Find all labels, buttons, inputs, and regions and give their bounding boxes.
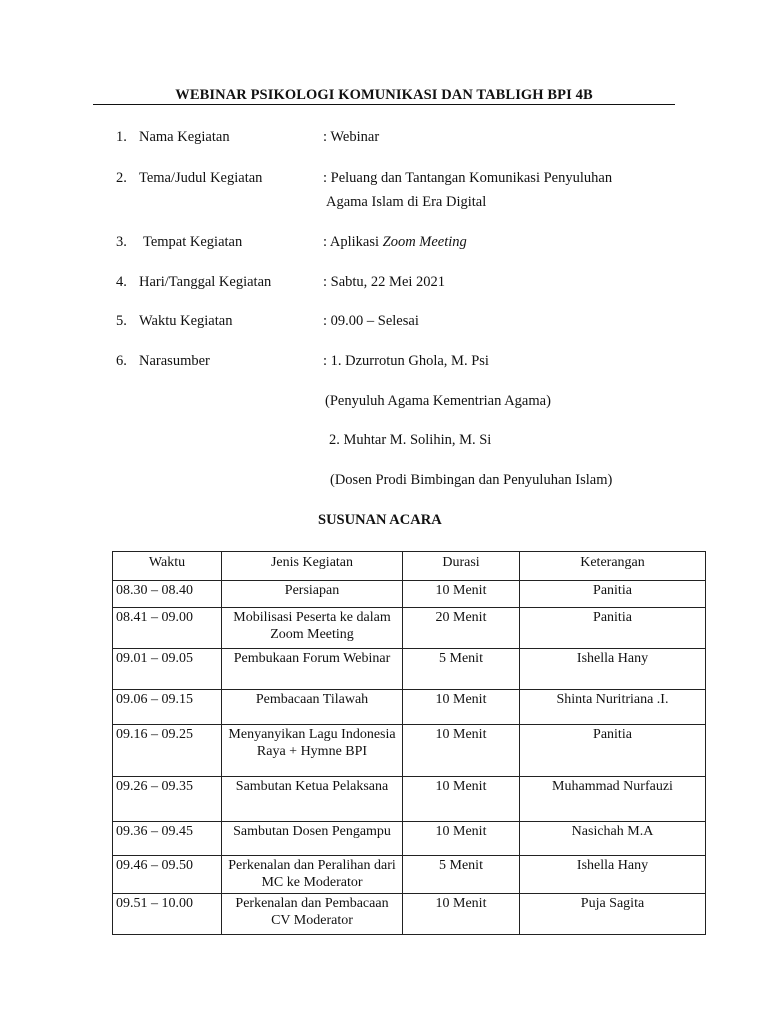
cell-jenis-kegiatan: Sambutan Ketua Pelaksana [222, 777, 403, 822]
table-row [113, 608, 706, 649]
info-label: Waktu Kegiatan [139, 313, 233, 329]
cell-durasi: 10 Menit [403, 725, 520, 777]
cell-keterangan: Panitia [520, 725, 706, 777]
cell-durasi: 20 Menit [403, 608, 520, 649]
column-header-keterangan: Keterangan [520, 552, 706, 581]
cell-keterangan: Muhammad Nurfauzi [520, 777, 706, 822]
info-value: : Peluang dan Tantangan Komunikasi Penyuluhan [323, 170, 613, 186]
info-value: : Webinar [323, 129, 380, 145]
cell-jenis-kegiatan: Menyanyikan Lagu Indonesia Raya + Hymne BPI [222, 725, 403, 777]
column-header-durasi: Durasi [403, 552, 520, 581]
info-value: : 1. Dzurrotun Ghola, M. Psi [323, 353, 489, 369]
table-row [113, 856, 706, 894]
table-row [113, 581, 706, 608]
column-header-waktu: Waktu [113, 552, 222, 581]
cell-keterangan: Panitia [520, 581, 706, 608]
cell-waktu: 09.06 – 09.15 [113, 690, 222, 725]
cell-durasi: 10 Menit [403, 777, 520, 822]
info-label: Narasumber [139, 353, 210, 369]
cell-durasi: 5 Menit [403, 856, 520, 894]
cell-jenis-kegiatan: Perkenalan dan Pembacaan CV Moderator [222, 894, 403, 935]
speaker-2-affiliation: (Dosen Prodi Bimbingan dan Penyuluhan Islam) [330, 472, 613, 488]
cell-waktu: 09.46 – 09.50 [113, 856, 222, 894]
table-row [113, 894, 706, 935]
info-number: 5. [116, 313, 127, 329]
cell-jenis-kegiatan: Sambutan Dosen Pengampu [222, 822, 403, 856]
speaker-2-name: 2. Muhtar M. Solihin, M. Si [329, 432, 492, 448]
table-row [113, 777, 706, 822]
document-title: WEBINAR PSIKOLOGI KOMUNIKASI DAN TABLIGH BPI 4B [175, 87, 593, 103]
info-value: : Sabtu, 22 Mei 2021 [323, 274, 446, 290]
info-label: Tempat Kegiatan [143, 234, 243, 250]
table-row [113, 822, 706, 856]
info-value-continuation: Agama Islam di Era Digital [326, 194, 487, 210]
cell-waktu: 08.30 – 08.40 [113, 581, 222, 608]
table-header-row [113, 552, 706, 581]
info-number: 4. [116, 274, 127, 290]
cell-durasi: 5 Menit [403, 649, 520, 690]
cell-durasi: 10 Menit [403, 581, 520, 608]
info-label: Nama Kegiatan [139, 129, 230, 145]
info-value [323, 234, 467, 251]
cell-jenis-kegiatan: Mobilisasi Peserta ke dalam Zoom Meeting [222, 608, 403, 649]
cell-durasi: 10 Menit [403, 894, 520, 935]
title-underline [93, 104, 675, 105]
cell-waktu: 09.36 – 09.45 [113, 822, 222, 856]
cell-durasi: 10 Menit [403, 822, 520, 856]
info-label: Hari/Tanggal Kegiatan [139, 274, 272, 290]
cell-durasi: 10 Menit [403, 690, 520, 725]
cell-waktu: 09.16 – 09.25 [113, 725, 222, 777]
cell-jenis-kegiatan: Persiapan [222, 581, 403, 608]
cell-keterangan: Nasichah M.A [520, 822, 706, 856]
cell-keterangan: Puja Sagita [520, 894, 706, 935]
table-row [113, 649, 706, 690]
cell-jenis-kegiatan: Perkenalan dan Peralihan dari MC ke Moderator [222, 856, 403, 894]
speaker-1-affiliation: (Penyuluh Agama Kementrian Agama) [325, 393, 551, 409]
info-number: 1. [116, 129, 127, 145]
info-number: 6. [116, 353, 127, 369]
table-row [113, 725, 706, 777]
cell-jenis-kegiatan: Pembukaan Forum Webinar [222, 649, 403, 690]
column-header-jenis-kegiatan: Jenis Kegiatan [222, 552, 403, 581]
info-number: 2. [116, 170, 127, 186]
info-value: : 09.00 – Selesai [323, 313, 419, 329]
section-title-text: SUSUNAN ACARA [318, 512, 442, 528]
cell-waktu: 09.26 – 09.35 [113, 777, 222, 822]
cell-keterangan: Ishella Hany [520, 649, 706, 690]
cell-keterangan: Panitia [520, 608, 706, 649]
info-number: 3. [116, 234, 127, 250]
cell-waktu: 09.51 – 10.00 [113, 894, 222, 935]
schedule-table [112, 551, 706, 935]
cell-waktu: 08.41 – 09.00 [113, 608, 222, 649]
cell-keterangan: Ishella Hany [520, 856, 706, 894]
cell-keterangan: Shinta Nuritriana .I. [520, 690, 706, 725]
info-label: Tema/Judul Kegiatan [139, 170, 263, 186]
cell-jenis-kegiatan: Pembacaan Tilawah [222, 690, 403, 725]
cell-waktu: 09.01 – 09.05 [113, 649, 222, 690]
table-row [113, 690, 706, 725]
info-value-prefix: : Aplikasi [323, 234, 383, 250]
info-value-italic: Zoom Meeting [382, 234, 467, 250]
